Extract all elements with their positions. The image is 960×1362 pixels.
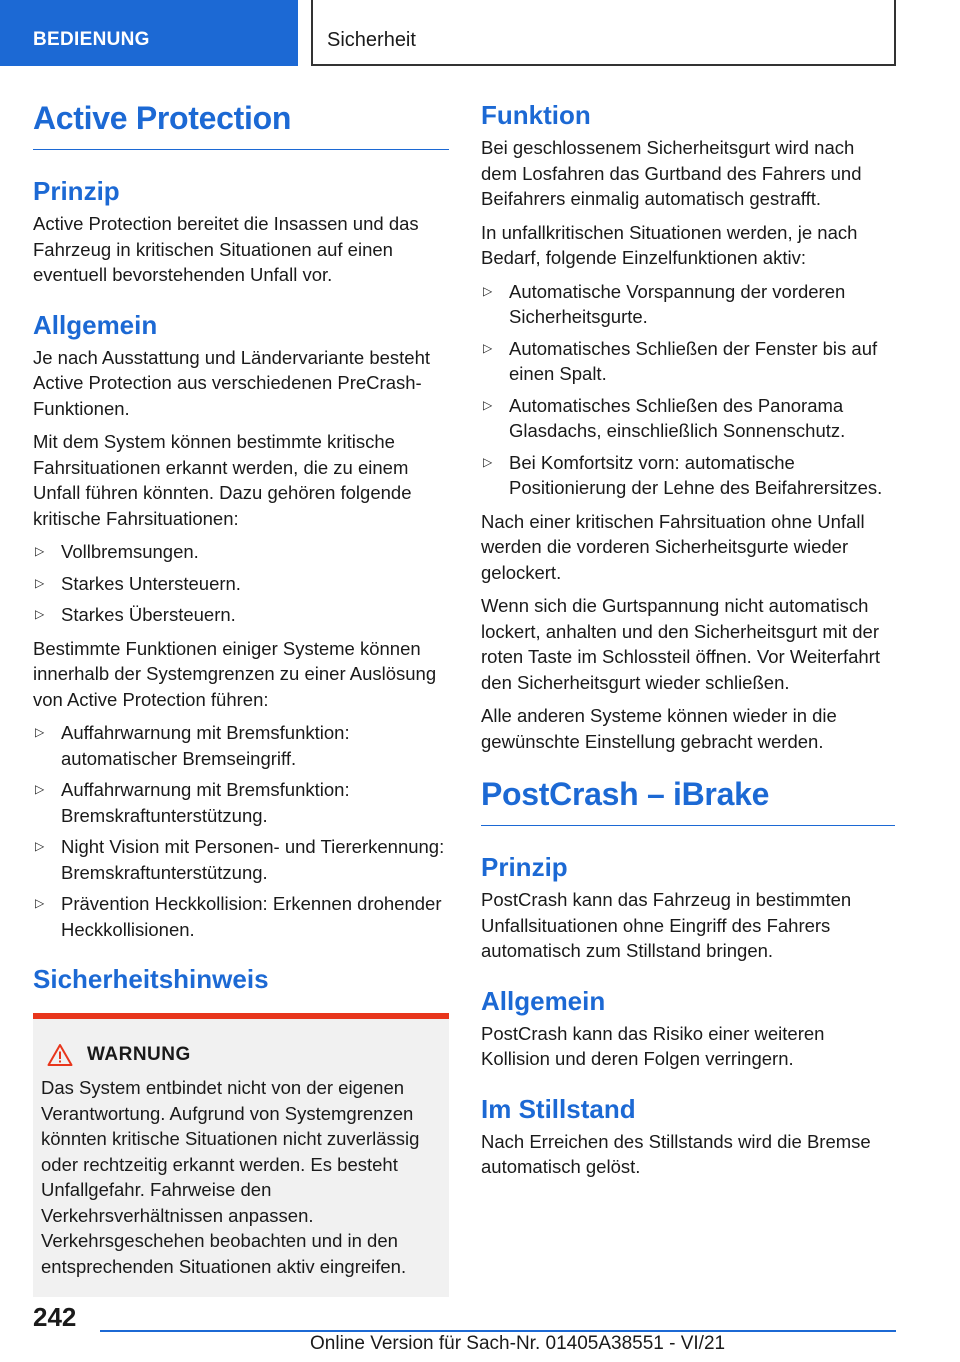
footer-divider xyxy=(100,1330,896,1332)
section-sicherheitshinweis xyxy=(33,964,449,1297)
paragraph: Nach einer kritischen Fahrsituation ohne Unfall werden die vorderen Sicherheitsgurte wieder gelockert. xyxy=(481,510,865,583)
list-item: ▷ Vollbremsungen. xyxy=(33,539,449,565)
paragraph: Active Protection bereitet die Insassen und das Fahrzeug in kritischen Situationen auf einen eventuell bevorstehenden Unfall vor. xyxy=(33,213,419,285)
section-heading: Allgemein xyxy=(33,309,158,340)
left-column xyxy=(33,100,449,1319)
bullet-icon: ▷ xyxy=(483,454,493,469)
warning-triangle-icon xyxy=(47,1043,73,1067)
right-column xyxy=(481,102,895,1202)
list-item: ▷ Automatisches Schließen der Fenster bis auf einen Spalt. xyxy=(483,337,878,384)
paragraph: Wenn sich die Gurtspannung nicht automatisch lockert, anhalten und den Sicherheitsgurt mit der roten Taste im Schlossteil öffnen. Vor Weiterfahrt den Sicherheitsgurt wieder schließen. xyxy=(481,595,880,693)
section-heading: Prinzip xyxy=(33,176,120,206)
page-number: 242 xyxy=(33,1302,77,1332)
list-item: ▷ Bei Komfortsitz vorn: automatische Positionierung der Lehne des Beifahrersitzes. xyxy=(483,451,883,498)
section-prinzip-postcrash xyxy=(481,852,895,964)
bullet-icon: ▷ xyxy=(35,544,45,558)
bullet-icon: ▷ xyxy=(35,839,45,853)
list-item: ▷ Auffahrwarnung mit Bremsfunktion: automatischer Bremseingriff. xyxy=(35,722,350,769)
section-funktion xyxy=(481,100,895,754)
list-item: ▷ Automatische Vorspannung der vorderen Sicherheitsgurte. xyxy=(483,280,846,327)
section-stillstand xyxy=(481,1094,895,1180)
footer-version-text: Online Version für Sach-Nr. 01405A38551 - VI/21 xyxy=(310,1333,726,1354)
bullet-list xyxy=(33,720,449,942)
list-item: ▷ Starkes Übersteuern. xyxy=(33,602,449,628)
bullet-icon: ▷ xyxy=(35,896,45,910)
bullet-icon: ▷ xyxy=(483,397,493,412)
section-heading: Sicherheitshinweis xyxy=(33,964,269,994)
section-allgemein-postcrash xyxy=(481,986,895,1072)
section-heading: Im Stillstand xyxy=(481,1093,636,1124)
list-item: ▷ Auffahrwarnung mit Bremsfunktion: Bremskraftunterstützung. xyxy=(35,779,350,826)
page-title: Active Protection xyxy=(33,100,449,150)
paragraph: Alle anderen Systeme können wieder in die gewünschte Einstellung gebracht werden. xyxy=(481,705,837,752)
bullet-icon: ▷ xyxy=(35,725,45,739)
bullet-icon: ▷ xyxy=(483,340,493,355)
bullet-icon: ▷ xyxy=(35,782,45,796)
section-prinzip xyxy=(33,176,449,288)
bullet-list xyxy=(33,539,449,628)
list-item: ▷ Prävention Heckkollision: Erkennen drohender Heckkollisionen. xyxy=(35,893,442,940)
paragraph: In unfallkritischen Situationen werden, je nach Bedarf, folgende Einzelfunktionen aktiv: xyxy=(481,221,858,268)
section-heading: Allgemein xyxy=(481,985,606,1016)
paragraph: Je nach Ausstattung und Ländervariante besteht Active Protection aus verschiedenen PreCrash-Funktionen. xyxy=(33,346,431,419)
list-item: ▷ Starkes Untersteuern. xyxy=(33,571,449,597)
paragraph: PostCrash kann das Fahrzeug in bestimmten Unfallsituationen ohne Eingriff des Fahrers automatisch zum Stillstand bringen. xyxy=(481,889,852,961)
section-heading: Funktion xyxy=(481,100,591,130)
paragraph: Mit dem System können bestimmte kritische Fahrsituationen erkannt werden, die zu einem Unfall führen könnten. Dazu gehören folgende kritische Fahrsituationen: xyxy=(33,431,412,529)
section-title-postcrash: PostCrash – iBrake xyxy=(481,776,895,826)
section-allgemein xyxy=(33,310,449,943)
section-tab[interactable]: BEDIENUNG xyxy=(0,0,298,66)
paragraph: Nach Erreichen des Stillstands wird die Bremse automatisch gelöst. xyxy=(481,1130,871,1177)
bullet-icon: ▷ xyxy=(35,607,45,621)
warning-title: WARNUNG xyxy=(87,1044,191,1065)
bullet-list xyxy=(481,279,895,501)
list-item: ▷ Automatisches Schließen des Panorama Glasdachs, einschließlich Sonnenschutz. xyxy=(483,394,846,441)
warning-text: Das System entbindet nicht von der eigenen Verantwortung. Aufgrund von Systemgrenzen könnten kritische Situationen nicht zuverlässig oder rechtzeitig erkannt werden. Es besteht Unfallgefahr. Fahrweise den Verkehrsverhältnissen anpassen. Verkehrsgeschehen beobachten und in den entsprechenden Situationen aktiv eingreifen. xyxy=(41,1077,420,1277)
paragraph: PostCrash kann das Risiko einer weiteren Kollision und deren Folgen verringern. xyxy=(481,1022,825,1069)
list-item: ▷ Night Vision mit Personen- und Tiererkennung: Bremskraftunterstützung. xyxy=(35,836,445,883)
chapter-tab[interactable]: Sicherheit xyxy=(311,0,896,66)
bullet-icon: ▷ xyxy=(483,283,493,298)
warning-box xyxy=(33,1013,449,1297)
section-heading: Prinzip xyxy=(481,852,568,882)
warning-header xyxy=(41,1043,439,1067)
bullet-icon: ▷ xyxy=(35,575,45,590)
paragraph: Bestimmte Funktionen einiger Systeme können innerhalb der Systemgrenzen zu einer Auslösung von Active Protection führen: xyxy=(33,637,437,710)
paragraph: Bei geschlossenem Sicherheitsgurt wird nach dem Losfahren das Gurtband des Fahrers und Beifahrers einmalig automatisch gestrafft. xyxy=(481,137,862,209)
page-header xyxy=(0,0,960,66)
